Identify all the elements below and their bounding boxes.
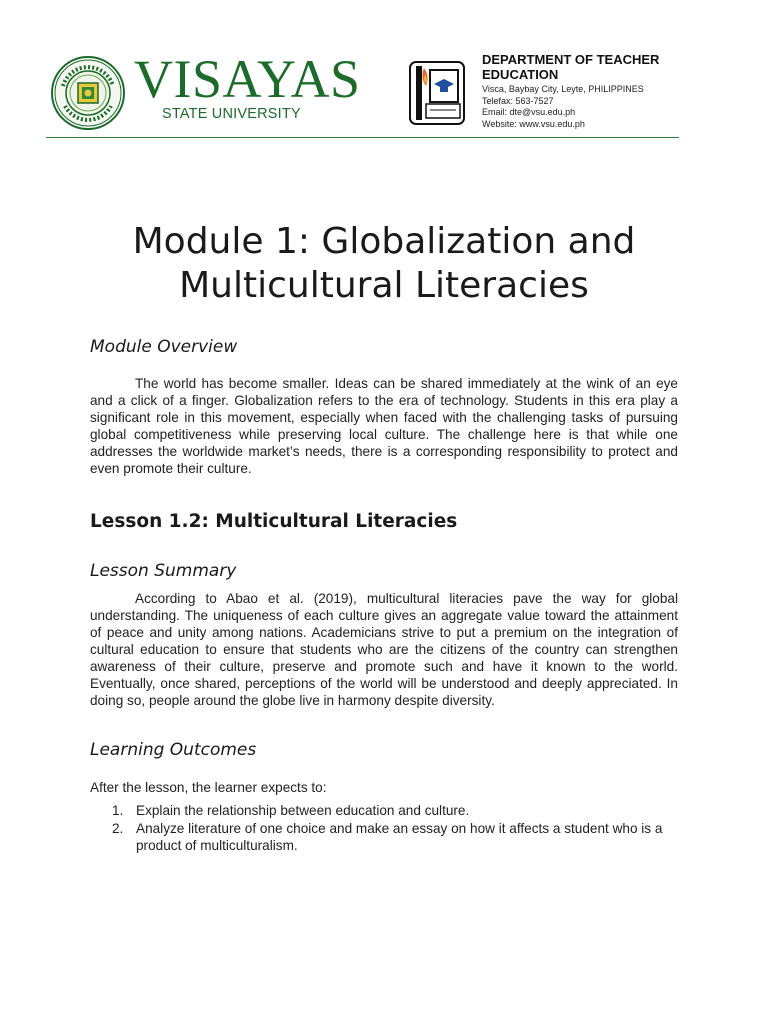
module-title (60, 220, 708, 308)
list-item (90, 820, 678, 854)
learning-outcomes-heading: Learning Outcomes (90, 740, 257, 760)
letterhead (46, 49, 679, 138)
university-wordmark (134, 49, 361, 122)
department-logo (406, 60, 468, 126)
department-title-line1: DEPARTMENT OF TEACHER (482, 52, 660, 67)
learning-outcomes-list (90, 802, 678, 855)
department-email: Email: dte@vsu.edu.ph (482, 107, 576, 117)
list-item-number: 2. (112, 821, 124, 836)
department-telefax: Telefax: 563-7527 (482, 95, 554, 106)
department-website: Website: www.vsu.edu.ph (482, 118, 585, 129)
lesson-summary-text: According to Abao et al. (2019), multicultural literacies pave the way for global understanding. The uniqueness of each culture gives an aggregate value toward the attainment of peace and unity among nations. Academicians strive to put a premium on the integration of cultural education to ensure that students who are the citizens of the country can strengthen awareness of their culture, preserve and promote such and have it known to the world. Eventually, once shared, perceptions of the world will be understood and deeply appreciated. In doing so, people around the globe live in harmony despite diversity. (90, 591, 678, 708)
department-info (482, 52, 682, 130)
lesson-summary-heading: Lesson Summary (90, 561, 237, 581)
header-divider (46, 137, 679, 138)
department-title-line2: EDUCATION (482, 67, 559, 82)
learning-outcomes-intro: After the lesson, the learner expects to: (90, 780, 327, 795)
list-item-text: Analyze literature of one choice and make an essay on how it affects a student who is a product of multiculturalism. (136, 821, 663, 853)
university-seal-logo (51, 56, 125, 130)
university-name: VISAYAS (134, 49, 361, 109)
list-item-number: 1. (112, 803, 124, 818)
module-title-line1: Module 1: Globalization and (132, 221, 636, 262)
university-subtitle: STATE UNIVERSITY (162, 106, 301, 122)
list-item-text: Explain the relationship between education and culture. (136, 803, 470, 818)
department-address: Visca, Baybay City, Leyte, PHILIPPINES (482, 84, 644, 94)
module-overview-text: The world has become smaller. Ideas can be shared immediately at the wink of an eye and a click of a finger. Globalization refers to the era of technology. Students in this era play a significant role in this movement, especially when faced with the challenging tasks of pursuing global competitiveness while preserving local culture. The challenge here is that while one addresses the worldwide market’s needs, there is a corresponding responsibility to protect and even promote their culture. (90, 376, 678, 476)
module-title-line2: Multicultural Literacies (179, 265, 589, 306)
list-item (90, 802, 678, 819)
lesson-heading: Lesson 1.2: Multicultural Literacies (90, 511, 458, 532)
module-overview-heading: Module Overview (90, 337, 238, 357)
